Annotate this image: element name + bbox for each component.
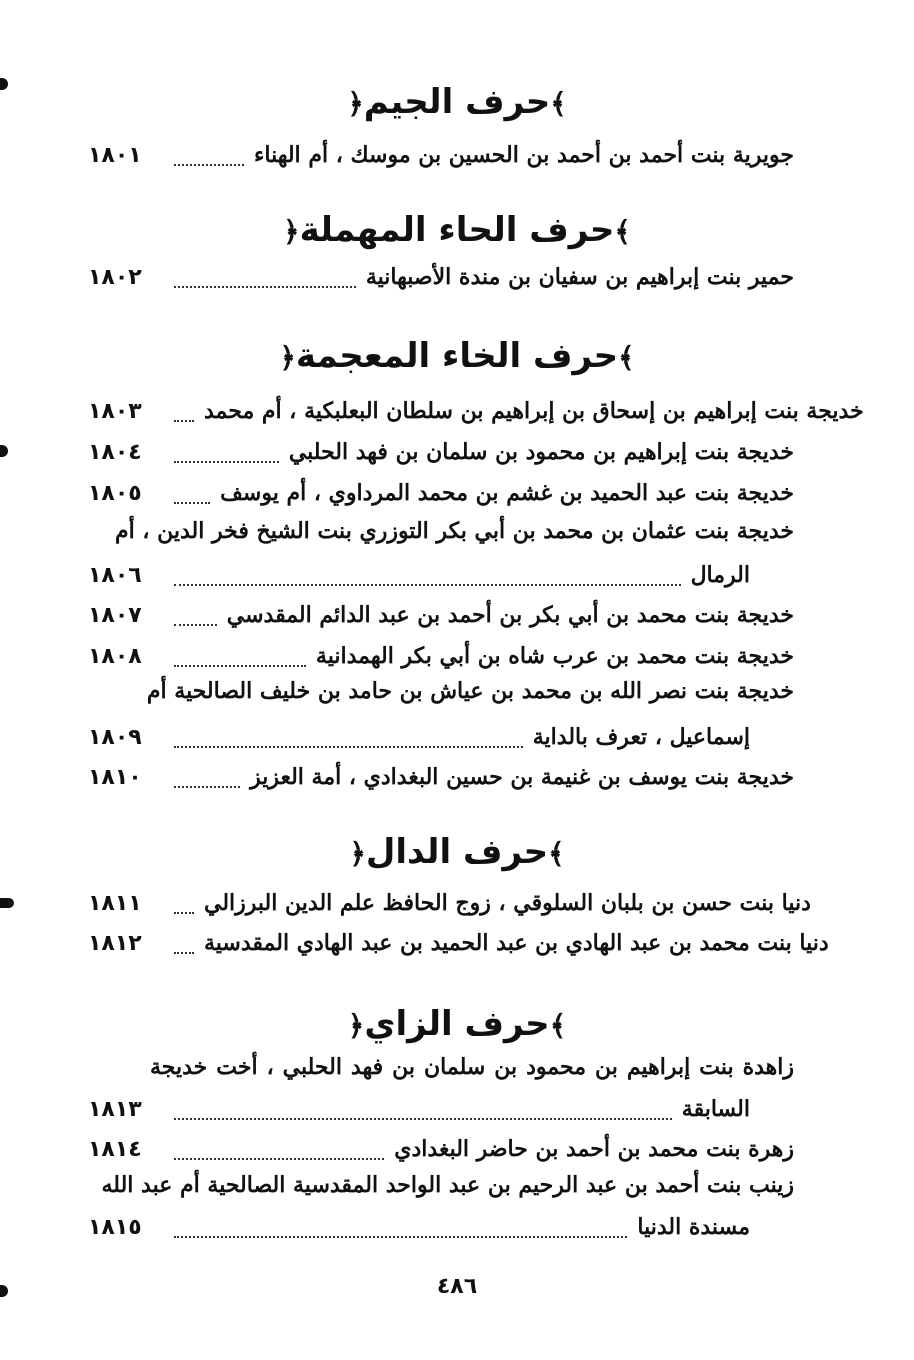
entry-name: خديجة بنت إبراهيم بن إسحاق بن إبراهيم بن سلطان البعلبكية ، أم محمد	[204, 398, 864, 424]
entry-number: ١٨٠٩	[88, 724, 142, 750]
entry-name: إسماعيل ، تعرف بالداية	[532, 724, 750, 750]
dot-leader	[174, 453, 279, 463]
index-entry	[88, 476, 794, 510]
ornament-icon: ﴾	[550, 87, 567, 120]
entry-number: ١٨١٥	[88, 1214, 142, 1240]
entry-number: ١٨٠٥	[88, 480, 142, 506]
entry-number: ١٨٠٦	[88, 562, 142, 588]
entry-name: خديجة بنت يوسف بن غنيمة بن حسين البغدادي ، أمة العزيز	[250, 764, 794, 790]
entry-number: ١٨٠١	[88, 142, 142, 168]
index-entry	[88, 926, 829, 960]
entry-name: الرمال	[690, 562, 750, 588]
entry-number: ١٨١٢	[88, 930, 142, 956]
index-entry-continuation	[88, 1210, 794, 1244]
index-entry	[88, 886, 811, 920]
index-entry-first-line: زاهدة بنت إبراهيم بن محمود بن سلمان بن فهد الحلبي ، أخت خديجة	[150, 1054, 794, 1080]
ornament-icon: ﴿	[347, 87, 364, 120]
section-heading	[0, 82, 914, 122]
entry-name: حمير بنت إبراهيم بن سفيان بن مندة الأصبهانية	[365, 264, 794, 290]
section-heading	[0, 832, 914, 872]
ornament-icon: ﴾	[549, 1009, 567, 1042]
ornament-icon: ﴿	[347, 1009, 365, 1042]
index-entry-continuation	[88, 720, 794, 754]
ornament-icon: ﴿	[279, 341, 296, 374]
entry-name: دنيا بنت حسن بن بلبان السلوقي ، زوج الحافظ علم الدين البرزالي	[204, 890, 811, 916]
entry-number: ١٨١١	[88, 890, 142, 916]
dot-leader	[174, 494, 210, 504]
dot-leader	[174, 944, 194, 954]
index-entry-first-line: زينب بنت أحمد بن عبد الرحيم بن عبد الواحد المقدسية الصالحية أم عبد الله	[101, 1172, 794, 1198]
section-title: حرف الجيم	[363, 82, 551, 122]
entry-name: جويرية بنت أحمد بن أحمد بن الحسين بن موسك ، أم الهناء	[254, 142, 794, 168]
entry-name: خديجة بنت عبد الحميد بن غشم بن محمد المرداوي ، أم يوسف	[220, 480, 794, 506]
entry-name: خديجة بنت إبراهيم بن محمود بن سلمان بن فهد الحلبي	[288, 439, 794, 465]
section-title: حرف الزاي	[364, 1004, 550, 1044]
entry-number: ١٨٠٤	[88, 439, 142, 465]
index-entry	[88, 639, 794, 673]
ornament-icon: ﴾	[614, 215, 631, 248]
index-entry	[88, 138, 794, 172]
dot-leader	[174, 738, 523, 748]
entry-name: دنيا بنت محمد بن عبد الهادي بن عبد الحميد بن عبد الهادي المقدسية	[204, 930, 829, 956]
dot-leader	[174, 778, 240, 788]
index-entry	[88, 394, 864, 428]
entry-name: السابقة	[681, 1096, 750, 1122]
index-entry-continuation	[88, 558, 794, 592]
entry-number: ١٨٠٣	[88, 398, 142, 424]
index-entry-first-line: خديجة بنت عثمان بن محمد بن أبي بكر التوزري بنت الشيخ فخر الدين ، أم	[114, 518, 794, 544]
dot-leader	[174, 576, 681, 586]
index-entry	[88, 760, 794, 794]
scan-edge-mark	[0, 445, 8, 457]
page-number: ٤٨٦	[436, 1274, 478, 1299]
ornament-icon: ﴾	[618, 341, 635, 374]
dot-leader	[174, 412, 194, 422]
entry-name: خديجة بنت محمد بن أبي بكر بن أحمد بن عبد الدائم المقدسي	[226, 602, 794, 628]
entry-number: ١٨٠٢	[88, 264, 142, 290]
dot-leader	[174, 1150, 384, 1160]
entry-name: زهرة بنت محمد بن أحمد بن حاضر البغدادي	[394, 1136, 794, 1162]
index-entry	[88, 598, 794, 632]
index-entry	[88, 260, 794, 294]
ornament-icon: ﴿	[349, 837, 366, 870]
index-entry-first-line: خديجة بنت نصر الله بن محمد بن عياش بن حامد بن خليف الصالحية أم	[146, 678, 794, 704]
ornament-icon: ﴿	[283, 215, 300, 248]
index-entry-continuation	[88, 1092, 794, 1126]
section-title: حرف الحاء المهملة	[299, 210, 615, 250]
entry-name: مسندة الدنيا	[637, 1214, 750, 1240]
section-heading	[0, 210, 914, 250]
entry-number: ١٨١٤	[88, 1136, 142, 1162]
section-heading	[0, 336, 914, 376]
entry-number: ١٨١٣	[88, 1096, 142, 1122]
section-title: حرف الخاء المعجمة	[295, 336, 619, 376]
index-entry	[88, 1132, 794, 1166]
scan-edge-mark	[0, 898, 14, 908]
dot-leader	[174, 156, 244, 166]
entry-number: ١٨١٠	[88, 764, 142, 790]
section-title: حرف الدال	[365, 832, 549, 872]
dot-leader	[174, 657, 306, 667]
section-heading	[0, 1004, 914, 1044]
entry-number: ١٨٠٨	[88, 643, 142, 669]
dot-leader	[174, 904, 194, 914]
dot-leader	[174, 278, 356, 288]
dot-leader	[174, 616, 217, 626]
ornament-icon: ﴾	[548, 837, 565, 870]
entry-number: ١٨٠٧	[88, 602, 142, 628]
dot-leader	[174, 1228, 627, 1238]
entry-name: خديجة بنت محمد بن عرب شاه بن أبي بكر الهمدانية	[315, 643, 794, 669]
index-entry	[88, 435, 794, 469]
dot-leader	[174, 1110, 672, 1120]
